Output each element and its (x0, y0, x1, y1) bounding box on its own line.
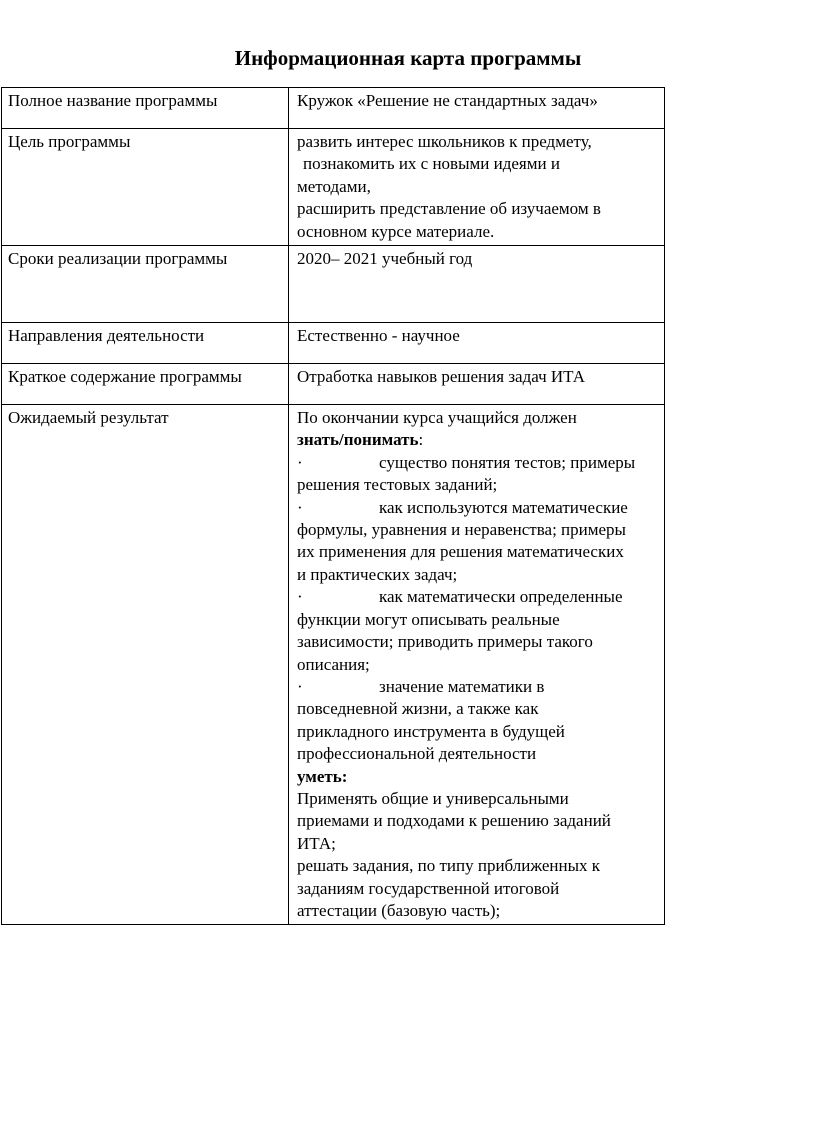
goal-line: основном курсе материале. (297, 221, 495, 241)
table-row-program-terms (2, 246, 665, 323)
bullet-continuation: профессиональной деятельности (297, 744, 537, 764)
bullet-text: существо понятия тестов; примеры (379, 452, 636, 472)
bullet-item-first-line (297, 497, 660, 519)
bullet-continuation: формулы, уравнения и неравенства; примеры (297, 520, 626, 540)
bullet-continuation: описания; (297, 654, 370, 674)
bullet-text: значение математики в (379, 676, 545, 696)
goal-line: развить интерес школьников к предмету, (297, 132, 592, 151)
bullet-text: как используются математические (379, 497, 628, 517)
bullet-continuation: решения тестовых заданий; (297, 475, 498, 495)
activity-direction-label: Направления деятельности (2, 323, 289, 364)
bullet-dot: · (297, 452, 303, 472)
know-heading-colon: : (418, 430, 424, 450)
can-line: Применять общие и универсальными (297, 788, 569, 808)
bullet-continuation: и практических задач; (297, 564, 458, 584)
activity-direction-value: Естественно - научное (289, 323, 665, 364)
know-heading-line (297, 429, 660, 451)
bullet-dot: · (297, 497, 303, 517)
goal-line: расширить представление об изучаемом в (297, 199, 601, 219)
table-row-program-goal (2, 129, 665, 246)
table-row-program-name (2, 88, 665, 129)
know-heading: знать/понимать (297, 430, 419, 450)
table-row-program-summary (2, 364, 665, 405)
expected-result-label: Ожидаемый результат (2, 405, 289, 925)
program-goal-value (289, 129, 665, 246)
bullet-dot: · (297, 676, 303, 696)
bullet-item-first-line (297, 676, 660, 698)
bullet-item-first-line (297, 452, 660, 474)
program-terms-label: Сроки реализации программы (2, 246, 289, 323)
program-goal-label: Цель программы (2, 129, 289, 246)
can-line: ИТА; (297, 833, 336, 853)
bullet-continuation: зависимости; приводить примеры такого (297, 632, 593, 652)
page-title: Информационная карта программы (234, 46, 582, 70)
can-heading: уметь: (297, 766, 348, 786)
bullet-item-first-line (297, 586, 660, 608)
can-line: решать задания, по типу приближенных к (297, 856, 601, 876)
program-summary-label: Краткое содержание программы (2, 364, 289, 405)
program-terms-value: 2020– 2021 учебный год (289, 246, 665, 323)
program-name-label: Полное название программы (2, 88, 289, 129)
can-line: приемами и подходами к решению заданий (297, 811, 611, 831)
bullet-continuation: их применения для решения математических (297, 542, 624, 562)
bullet-text: как математически определенные (379, 587, 623, 607)
bullet-continuation: прикладного инструмента в будущей (297, 721, 565, 741)
goal-line: методами, (297, 176, 371, 196)
table-row-activity-direction (2, 323, 665, 364)
program-info-table (1, 87, 665, 925)
goal-line: познакомить их с новыми идеями и (303, 154, 560, 174)
can-line: заданиям государственной итоговой (297, 878, 560, 898)
program-name-value: Кружок «Решение не стандартных задач» (289, 88, 665, 129)
table-row-expected-result (2, 405, 665, 925)
bullet-continuation: повседневной жизни, а также как (297, 699, 539, 719)
result-intro: По окончании курса учащийся должен (297, 408, 577, 428)
can-line: аттестации (базовую часть); (297, 900, 501, 920)
bullet-continuation: функции могут описывать реальные (297, 609, 560, 629)
bullet-dot: · (297, 587, 303, 607)
program-summary-value: Отработка навыков решения задач ИТА (289, 364, 665, 405)
expected-result-value (289, 405, 665, 925)
